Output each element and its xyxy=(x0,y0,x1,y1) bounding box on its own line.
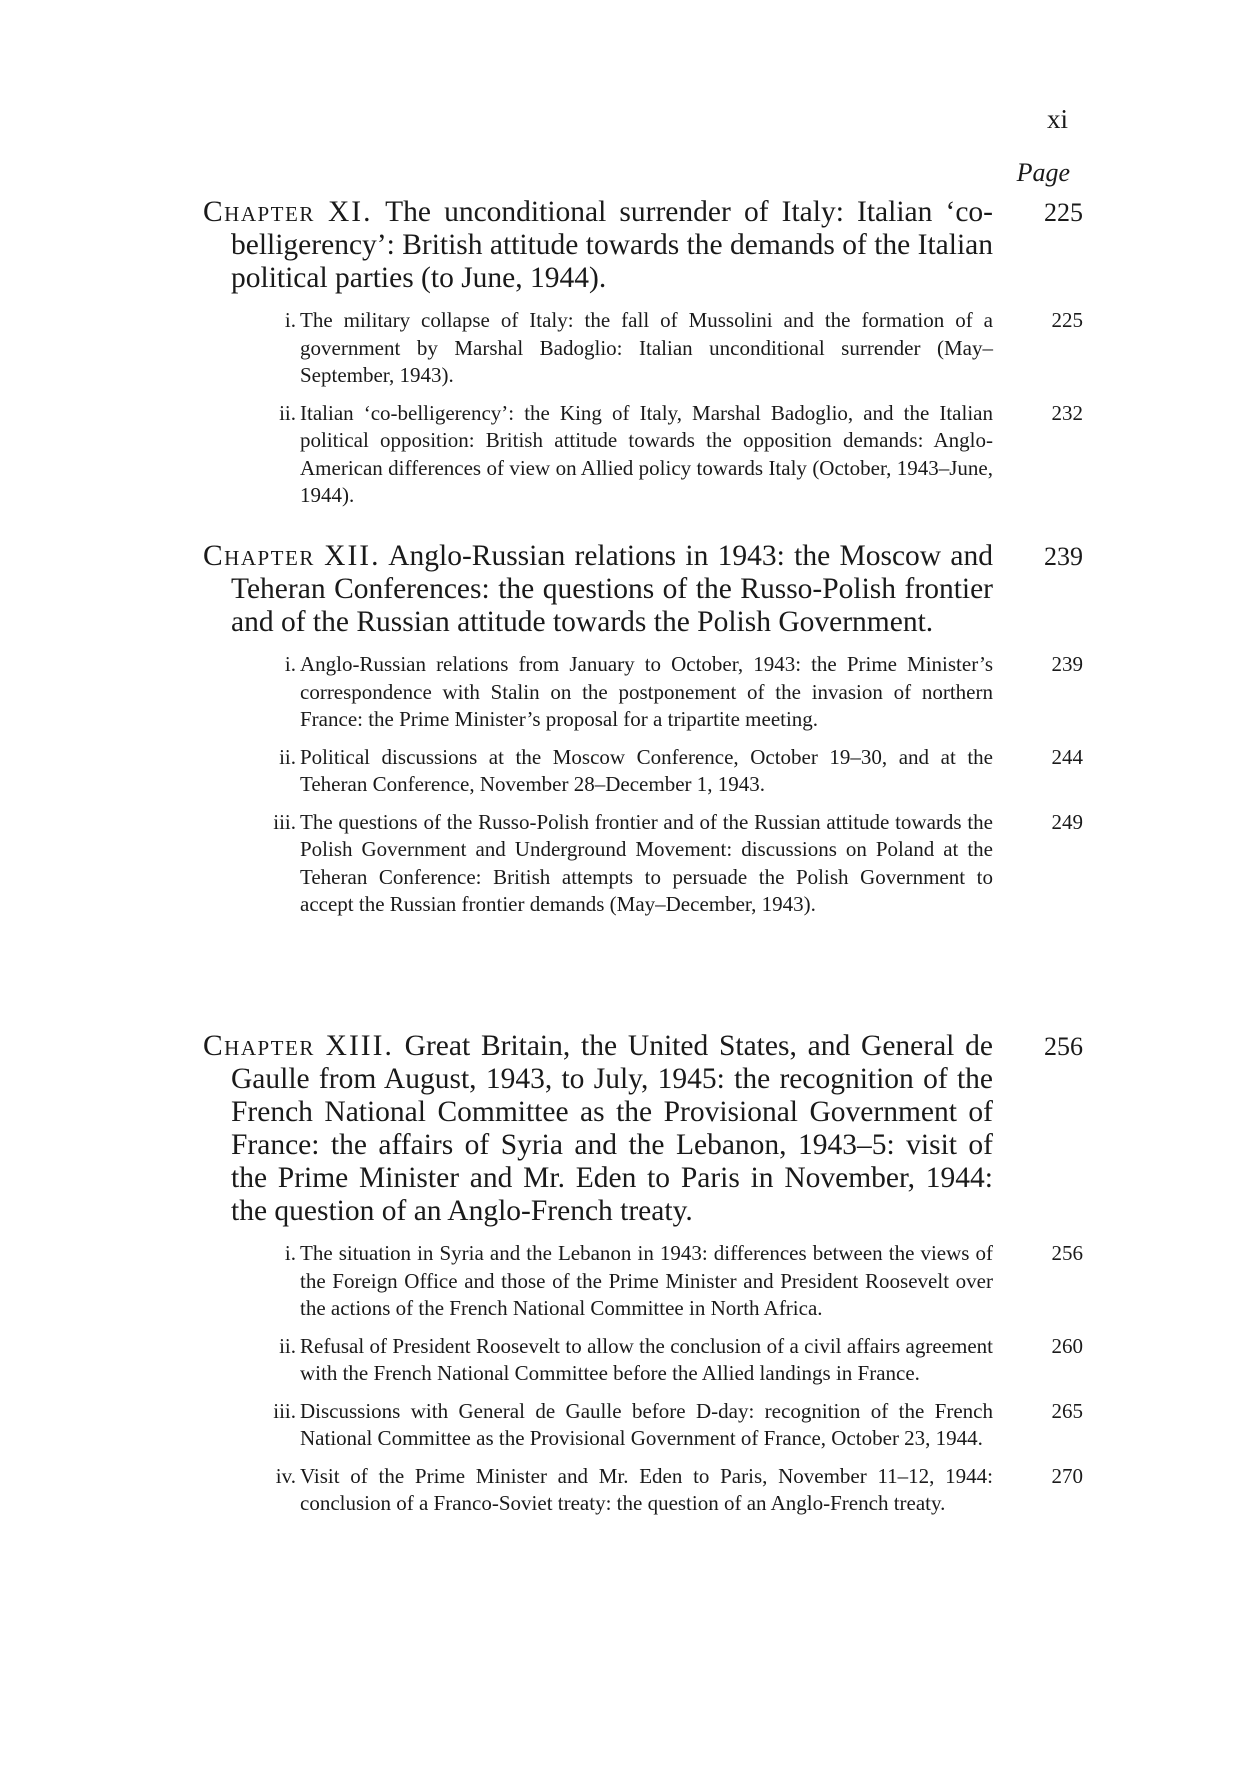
chapter-title: The unconditional surrender of Italy: Italian ‘co-belligerency’: British attitude towards the demands of the Italian political parties (to June, 1944). xyxy=(231,196,993,294)
page-number: xi xyxy=(1046,104,1068,134)
section-number: ii. xyxy=(279,400,296,425)
section-page: 265 xyxy=(1051,1398,1083,1423)
section-page: 249 xyxy=(1051,809,1083,834)
section-text: Visit of the Prime Minister and Mr. Eden to Paris, November 11–12, 1944: conclusion of a Franco-Soviet treaty: the question of an Anglo-French treaty. xyxy=(300,1463,993,1515)
section-page: 260 xyxy=(1051,1333,1083,1358)
chapter-page: 225 xyxy=(1044,198,1083,227)
section-number: i. xyxy=(284,308,296,332)
section-number: i. xyxy=(284,652,296,676)
chapter-page: 256 xyxy=(1044,1032,1083,1061)
chapter-label: Chapter xyxy=(203,196,315,228)
page-column-label: Page xyxy=(1016,158,1070,187)
section-text: The military collapse of Italy: the fall of Mussolini and the formation of a government by Marshal Badoglio: Italian unconditional surrender (May–September, 1943). xyxy=(300,308,993,387)
section-number: ii. xyxy=(279,1333,296,1358)
chapter-number: XIII. xyxy=(325,1030,394,1062)
section-text: Discussions with General de Gaulle before D-day: recognition of the French National Committee as the Provisional Government of France, October 23, 1944. xyxy=(300,1398,993,1450)
chapter-label: Chapter xyxy=(203,1030,315,1062)
chapter-number: XII. xyxy=(324,540,381,572)
section-item xyxy=(203,1463,1083,1518)
chapter-label: Chapter xyxy=(203,540,315,572)
chapter-xi xyxy=(203,196,1083,510)
section-page: 270 xyxy=(1051,1463,1083,1488)
chapter-page: 239 xyxy=(1044,542,1083,571)
section-item xyxy=(203,400,1083,510)
section-page: 232 xyxy=(1051,400,1083,425)
chapter-xii xyxy=(203,540,1083,919)
chapter-number: XI. xyxy=(327,196,373,228)
section-item xyxy=(203,1333,1083,1388)
chapter-title: Anglo-Russian relations in 1943: the Moscow and Teheran Conferences: the questions of the Russo-Polish frontier and of the Russian attitude towards the Polish Government. xyxy=(231,540,994,638)
section-text: Refusal of President Roosevelt to allow the conclusion of a civil affairs agreement with the French National Committee before the Allied landings in France. xyxy=(300,1333,993,1385)
section-text: Political discussions at the Moscow Conference, October 19–30, and at the Teheran Conference, November 28–December 1, 1943. xyxy=(300,744,993,796)
section-number: iii. xyxy=(273,1398,296,1423)
section-number: i. xyxy=(284,1241,296,1265)
section-text: Italian ‘co-belligerency’: the King of Italy, Marshal Badoglio, and the Italian political opposition: British attitude towards the opposition demands: Anglo-American differences of view on Allied policy towards Italy (October, 1943–June, 1944). xyxy=(300,400,993,507)
chapter-xiii xyxy=(203,1030,1083,1518)
chapter-heading xyxy=(203,196,1083,295)
section-item xyxy=(203,744,1083,799)
chapter-title: Great Britain, the United States, and General de Gaulle from August, 1943, to July, 1945: the recognition of the French National Committee as the Provisional Government of France: the affairs of Syria and the Lebanon, 1943–5: visit of the Prime Minister and Mr. Eden to Paris in November, 1944: the question of an Anglo-French treaty. xyxy=(231,1030,994,1227)
section-item xyxy=(203,1240,1083,1323)
section-text: The questions of the Russo-Polish frontier and of the Russian attitude towards the Polish Government and Underground Movement: discussions on Poland at the Teheran Conference: British attempts to persuade the Polish Government to accept the Russian frontier demands (May–December, 1943). xyxy=(300,809,993,916)
section-page: 256 xyxy=(1051,1241,1083,1265)
section-item xyxy=(203,651,1083,734)
section-number: ii. xyxy=(279,744,296,769)
section-page: 225 xyxy=(1051,308,1083,332)
section-number: iv. xyxy=(275,1463,296,1488)
chapter-heading xyxy=(203,540,1083,639)
section-item xyxy=(203,307,1083,390)
section-text: Anglo-Russian relations from January to October, 1943: the Prime Minister’s correspondence with Stalin on the postponement of the invasion of northern France: the Prime Minister’s proposal for a tripartite meeting. xyxy=(300,652,993,731)
section-page: 239 xyxy=(1051,652,1083,676)
chapter-heading xyxy=(203,1030,1083,1228)
section-number: iii. xyxy=(273,809,296,834)
section-page: 244 xyxy=(1051,744,1083,769)
section-item xyxy=(203,809,1083,919)
section-text: The situation in Syria and the Lebanon in 1943: differences between the views of the Foreign Office and those of the Prime Minister and President Roosevelt over the actions of the French National Committee in North Africa. xyxy=(300,1241,993,1320)
section-item xyxy=(203,1398,1083,1453)
